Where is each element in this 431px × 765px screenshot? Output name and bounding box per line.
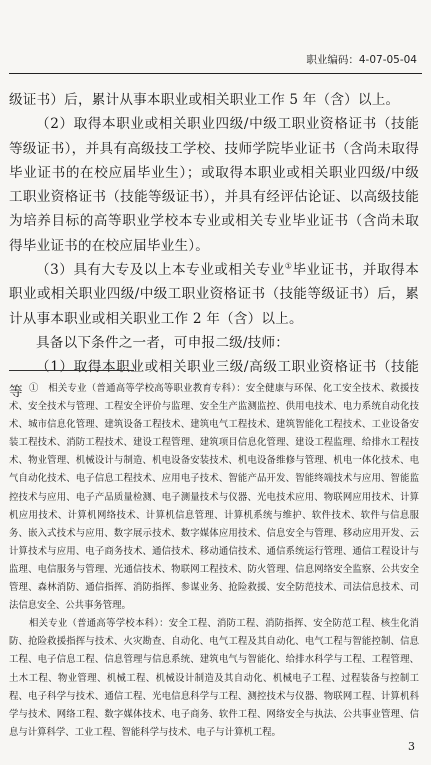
footnote-rule xyxy=(9,370,134,371)
paragraph-continuation: 级证书）后，累计从事本职业或相关职业工作 5 年（含）以上。 xyxy=(9,92,400,108)
footnote-undergraduate-majors: 相关专业（普通高等学校本科）：安全工程、消防工程、消防指挥、安全防范工程、核生化消防、抢险救援指挥与技术、火灾勘查、自动化、电气工程及其自动化、电气工程与智能控制、信息工程、电子信息工程、信息管理与信息系统、建筑电气与智能化、给排水科学与工程、工程管理、土木工程、物业管理、机械工程、机械设计制造及其自动化、机械电子工程、过程装备与控制工程、电子科学与技术、通信工程、光电信息科学与工程、测控技术与仪器、物联网工程、计算机科学与技术、网络工程、数字媒体技术、电子商务、软件工程、网络安全与执法、公共事业管理、信息与计算科学、工业工程、智能科学与技术、电子与计算机工程。 xyxy=(9,618,419,738)
condition-3-text-end: 毕业证书，并取得本职业或相关职业四级/中级工职业资格证书（技能等级证书）后，累计从事本职业或相关职业工作 2 年（含）以上。 xyxy=(9,262,420,327)
main-text xyxy=(9,88,419,404)
footnote-marker: ① xyxy=(284,261,293,271)
occupation-code: 职业编码：4-07-05-04 xyxy=(306,54,417,66)
paragraph-condition-3 xyxy=(9,258,419,331)
paragraph-technician-intro: 具备以下条件之一者，可申报二级/技师： xyxy=(36,334,290,351)
footnote-vocational-majors: ① 相关专业（普通高等学校高等职业教育专科）：安全健康与环保、化工安全技术、救援技术、安全技术与管理、工程安全评价与监理、安全生产监测监控、供用电技术、电力系统自动化技术、城市信息化管理、建筑设备工程技术、建筑电气工程技术、建筑智能化工程技术、工业设备安装工程技术、消防工程技术、建设工程管理、建筑项目信息化管理、建设工程监理、给排水工程技术、物业管理、机械设计与制造、机电设备安装技术、机电设备维修与管理、机电一体化技术、电气自动化技术、电子信息工程技术、应用电子技术、智能产品开发、智能终端技术与应用、智能监控技术与应用、电子产品质量检测、电子测量技术与仪器、光电技术应用、物联网应用技术、计算机应用技术、计算机网络技术、计算机信息管理、计算机系统与维护、软件技术、软件与信息服务、嵌入式技术与应用、数字展示技术、数字媒体应用技术、信息安全与管理、移动应用开发、云计算技术与应用、电子商务技术、通信技术、移动通信技术、通信系统运行管理、通信工程设计与监理、电信服务与管理、光通信技术、物联网工程技术、防火管理、信息网络安全监察、公共安全管理、森林消防、通信指挥、消防指挥、参谋业务、抢险救援、安全防范技术、司法信息技术、司法信息安全、公共事务管理。 xyxy=(9,383,419,612)
paragraph-technician-condition-1: （1）取得本职业或相关职业三级/高级工职业资格证书（技能等 xyxy=(9,359,419,400)
header-rule xyxy=(9,73,422,74)
paragraph-condition-2: （2）取得本职业或相关职业四级/中级工职业资格证书（技能等级证书），并具有高级技工学校、技师学院毕业证书（含尚未取得毕业证书的在校应届毕业生）；或取得本职业或相关职业四级/中级工职业资格证书（技能等级证书），并具有经评估论证、以高级技能为培养目标的高等职业学校本专业或相关专业毕业证书（含尚未取得毕业证书的在校应届毕业生）。 xyxy=(9,116,419,254)
page-number: 3 xyxy=(408,740,415,753)
footnote xyxy=(9,380,419,742)
condition-3-text-start: （3）具有大专及以上本专业或相关专业 xyxy=(36,262,285,279)
